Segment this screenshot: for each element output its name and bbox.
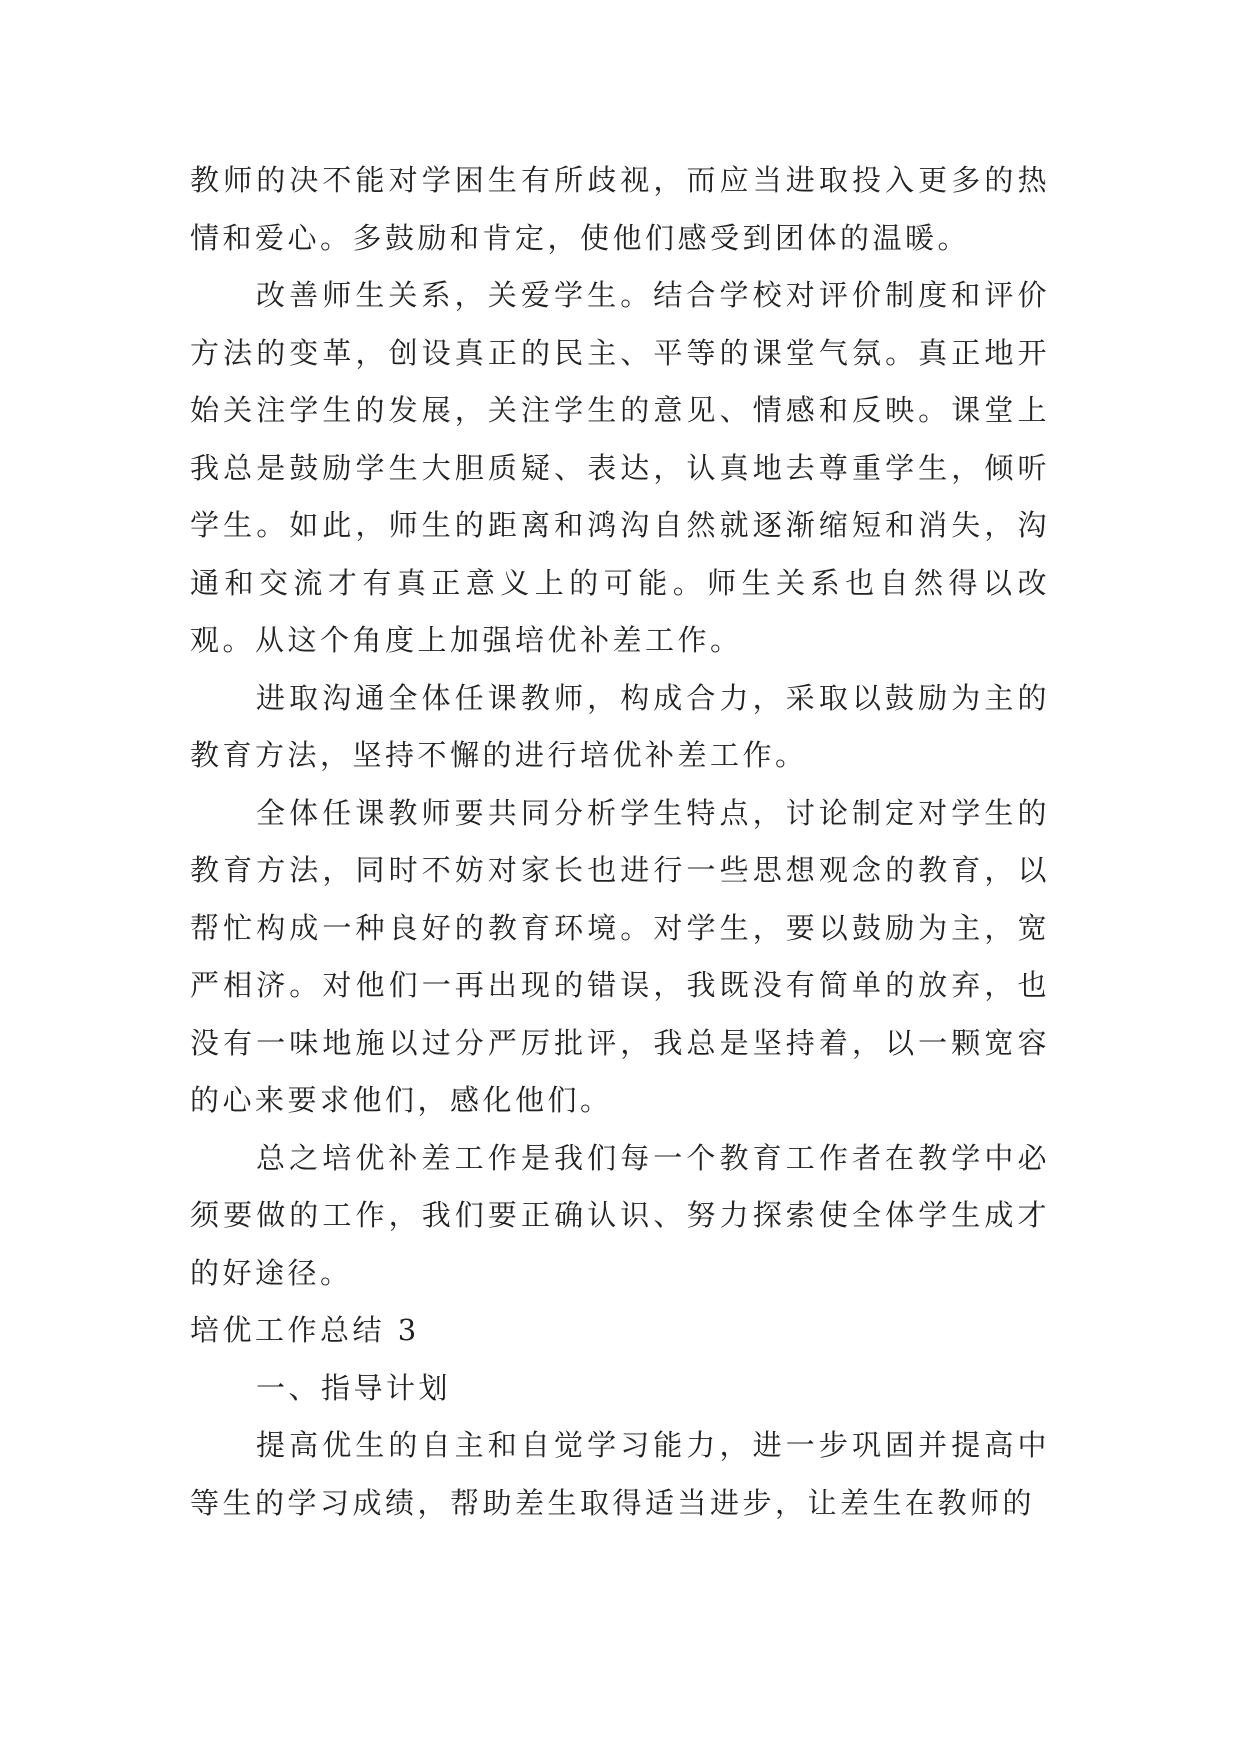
paragraph-care-for-struggling-students: 教师的决不能对学困生有所歧视，而应当进取投入更多的热情和爱心。多鼓励和肯定，使他们感受到团体的温暖。 bbox=[190, 163, 1050, 255]
document-page bbox=[190, 152, 1050, 1532]
subsection-heading: 一、指导计划 bbox=[256, 1370, 452, 1405]
paragraph-communicate-with-teachers: 进取沟通全体任课教师，构成合力，采取以鼓励为主的教育方法，坚持不懈的进行培优补差工作。 bbox=[190, 680, 1050, 772]
section-heading: 培优工作总结 3 bbox=[190, 1313, 420, 1347]
paragraph-conclusion: 总之培优补差工作是我们每一个教育工作者在教学中必须要做的工作，我们要正确认识、努力探索使全体学生成才的好途径。 bbox=[190, 1140, 1050, 1290]
paragraph-analyze-student-traits: 全体任课教师要共同分析学生特点，讨论制定对学生的教育方法，同时不妨对家长也进行一些思想观念的教育，以帮忙构成一种良好的教育环境。对学生，要以鼓励为主，宽严相济。对他们一再出现的错误，我既没有简单的放弃，也没有一味地施以过分严厉批评，我总是坚持着，以一颗宽容的心来要求他们，感化他们。 bbox=[190, 795, 1050, 1117]
paragraph-improve-teacher-student-relations: 改善师生关系，关爱学生。结合学校对评价制度和评价方法的变革，创设真正的民主、平等的课堂气氛。真正地开始关注学生的发展，关注学生的意见、情感和反映。课堂上我总是鼓励学生大胆质疑、表达，认真地去尊重学生，倾听学生。如此，师生的距离和鸿沟自然就逐渐缩短和消失，沟通和交流才有真正意义上的可能。师生关系也自然得以改观。从这个角度上加强培优补差工作。 bbox=[190, 278, 1050, 657]
paragraph-guidance-plan: 提高优生的自主和自觉学习能力，进一步巩固并提高中等生的学习成绩，帮助差生取得适当进步，让差生在教师的 bbox=[190, 1428, 1050, 1520]
